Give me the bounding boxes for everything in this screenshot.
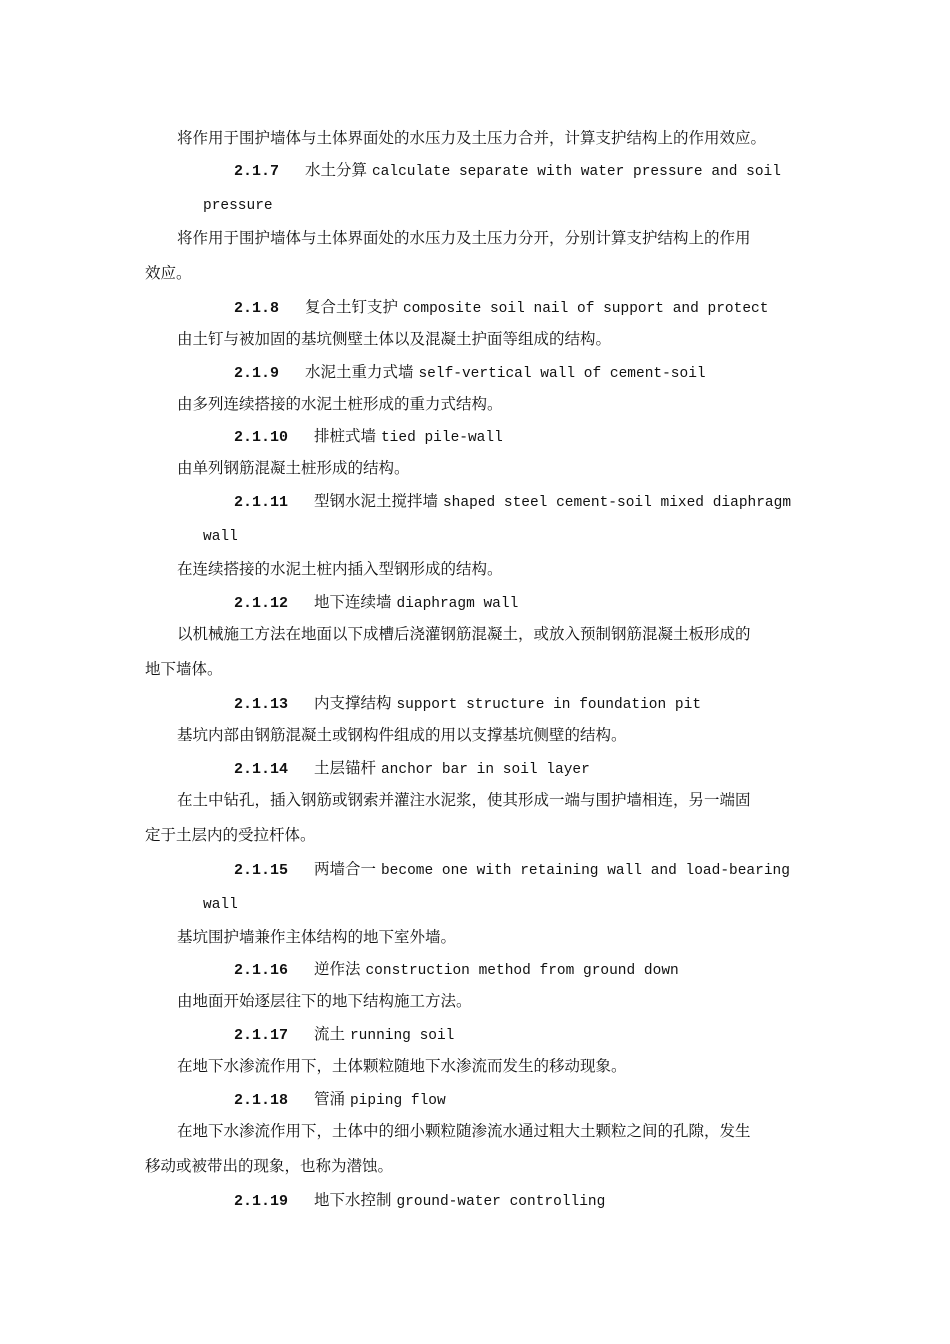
term-english: construction method from ground down [365, 963, 679, 979]
paragraph: 移动或被带出的现象，也称为潜蚀。 [145, 1157, 394, 1175]
term-heading [234, 297, 768, 319]
term-english: piping flow [349, 1093, 446, 1109]
term-heading [234, 693, 701, 715]
term-heading [234, 758, 590, 780]
term-heading [234, 1024, 454, 1046]
term-heading [234, 160, 781, 182]
term-english-continued: pressure [203, 198, 273, 214]
term-english: diaphragm wall [396, 596, 519, 612]
term-chinese: 两墙合一 [314, 860, 377, 878]
paragraph: 定于土层内的受拉杆体。 [145, 826, 316, 844]
term-number: 2.1.18 [234, 1092, 289, 1109]
term-heading [234, 491, 791, 513]
term-english: support structure in foundation pit [396, 697, 702, 713]
term-english: anchor bar in soil layer [380, 762, 590, 778]
paragraph: 在地下水渗流作用下，土体颗粒随地下水渗流而发生的移动现象。 [177, 1057, 627, 1075]
term-chinese: 逆作法 [314, 960, 361, 978]
term-number: 2.1.9 [234, 365, 280, 382]
term-chinese: 管涌 [314, 1090, 346, 1108]
term-number: 2.1.14 [234, 761, 289, 778]
paragraph: 将作用于围护墙体与土体界面处的水压力及土压力合并，计算支护结构上的作用效应。 [177, 129, 767, 147]
term-chinese: 排桩式墙 [314, 427, 377, 445]
term-heading [234, 362, 706, 384]
paragraph: 由多列连续搭接的水泥土桩形成的重力式结构。 [177, 395, 503, 413]
term-english: ground-water controlling [396, 1194, 606, 1210]
term-number: 2.1.19 [234, 1193, 289, 1210]
term-heading [234, 1089, 446, 1111]
paragraph: 在连续搭接的水泥土桩内插入型钢形成的结构。 [177, 560, 503, 578]
paragraph: 由地面开始逐层往下的地下结构施工方法。 [177, 992, 472, 1010]
term-number: 2.1.10 [234, 429, 289, 446]
paragraph: 效应。 [145, 264, 192, 282]
term-number: 2.1.7 [234, 163, 280, 180]
term-english: composite soil nail of support and protect [402, 301, 769, 317]
term-english: self-vertical wall of cement-soil [418, 366, 706, 382]
term-number: 2.1.17 [234, 1027, 289, 1044]
paragraph: 地下墙体。 [145, 660, 223, 678]
term-heading [234, 959, 679, 981]
term-number: 2.1.13 [234, 696, 289, 713]
term-chinese: 水泥土重力式墙 [305, 363, 414, 381]
term-english-continued: wall [203, 529, 238, 545]
paragraph: 在土中钻孔，插入钢筋或钢索并灌注水泥浆，使其形成一端与围护墙相连，另一端固 [177, 791, 751, 809]
term-english: calculate separate with water pressure and soil [371, 164, 781, 180]
term-english-continued: wall [203, 897, 238, 913]
paragraph: 在地下水渗流作用下，土体中的细小颗粒随渗流水通过粗大土颗粒之间的孔隙，发生 [177, 1122, 751, 1140]
term-chinese: 土层锚杆 [314, 759, 377, 777]
term-english: shaped steel cement-soil mixed diaphragm [442, 495, 792, 511]
term-chinese: 型钢水泥土搅拌墙 [314, 492, 439, 510]
term-number: 2.1.15 [234, 862, 289, 879]
term-heading [234, 592, 518, 614]
term-chinese: 地下连续墙 [314, 593, 392, 611]
term-heading [234, 859, 790, 881]
term-english: running soil [349, 1028, 455, 1044]
term-number: 2.1.11 [234, 494, 289, 511]
term-chinese: 流土 [314, 1025, 346, 1043]
term-number: 2.1.12 [234, 595, 289, 612]
paragraph: 基坑围护墙兼作主体结构的地下室外墙。 [177, 928, 457, 946]
term-chinese: 复合土钉支护 [305, 298, 399, 316]
paragraph: 以机械施工方法在地面以下成槽后浇灌钢筋混凝土，或放入预制钢筋混凝土板形成的 [177, 625, 751, 643]
term-heading [234, 1190, 605, 1212]
paragraph: 由单列钢筋混凝土桩形成的结构。 [177, 459, 410, 477]
paragraph: 基坑内部由钢筋混凝土或钢构件组成的用以支撑基坑侧壁的结构。 [177, 726, 627, 744]
term-english: tied pile-wall [380, 430, 503, 446]
term-chinese: 内支撑结构 [314, 694, 392, 712]
term-english: become one with retaining wall and load-bearing [380, 863, 790, 879]
term-chinese: 水土分算 [305, 161, 368, 179]
term-heading [234, 426, 503, 448]
paragraph: 将作用于围护墙体与土体界面处的水压力及土压力分开，分别计算支护结构上的作用 [177, 229, 751, 247]
term-number: 2.1.8 [234, 300, 280, 317]
paragraph: 由土钉与被加固的基坑侧壁土体以及混凝土护面等组成的结构。 [177, 330, 612, 348]
term-chinese: 地下水控制 [314, 1191, 392, 1209]
term-number: 2.1.16 [234, 962, 289, 979]
